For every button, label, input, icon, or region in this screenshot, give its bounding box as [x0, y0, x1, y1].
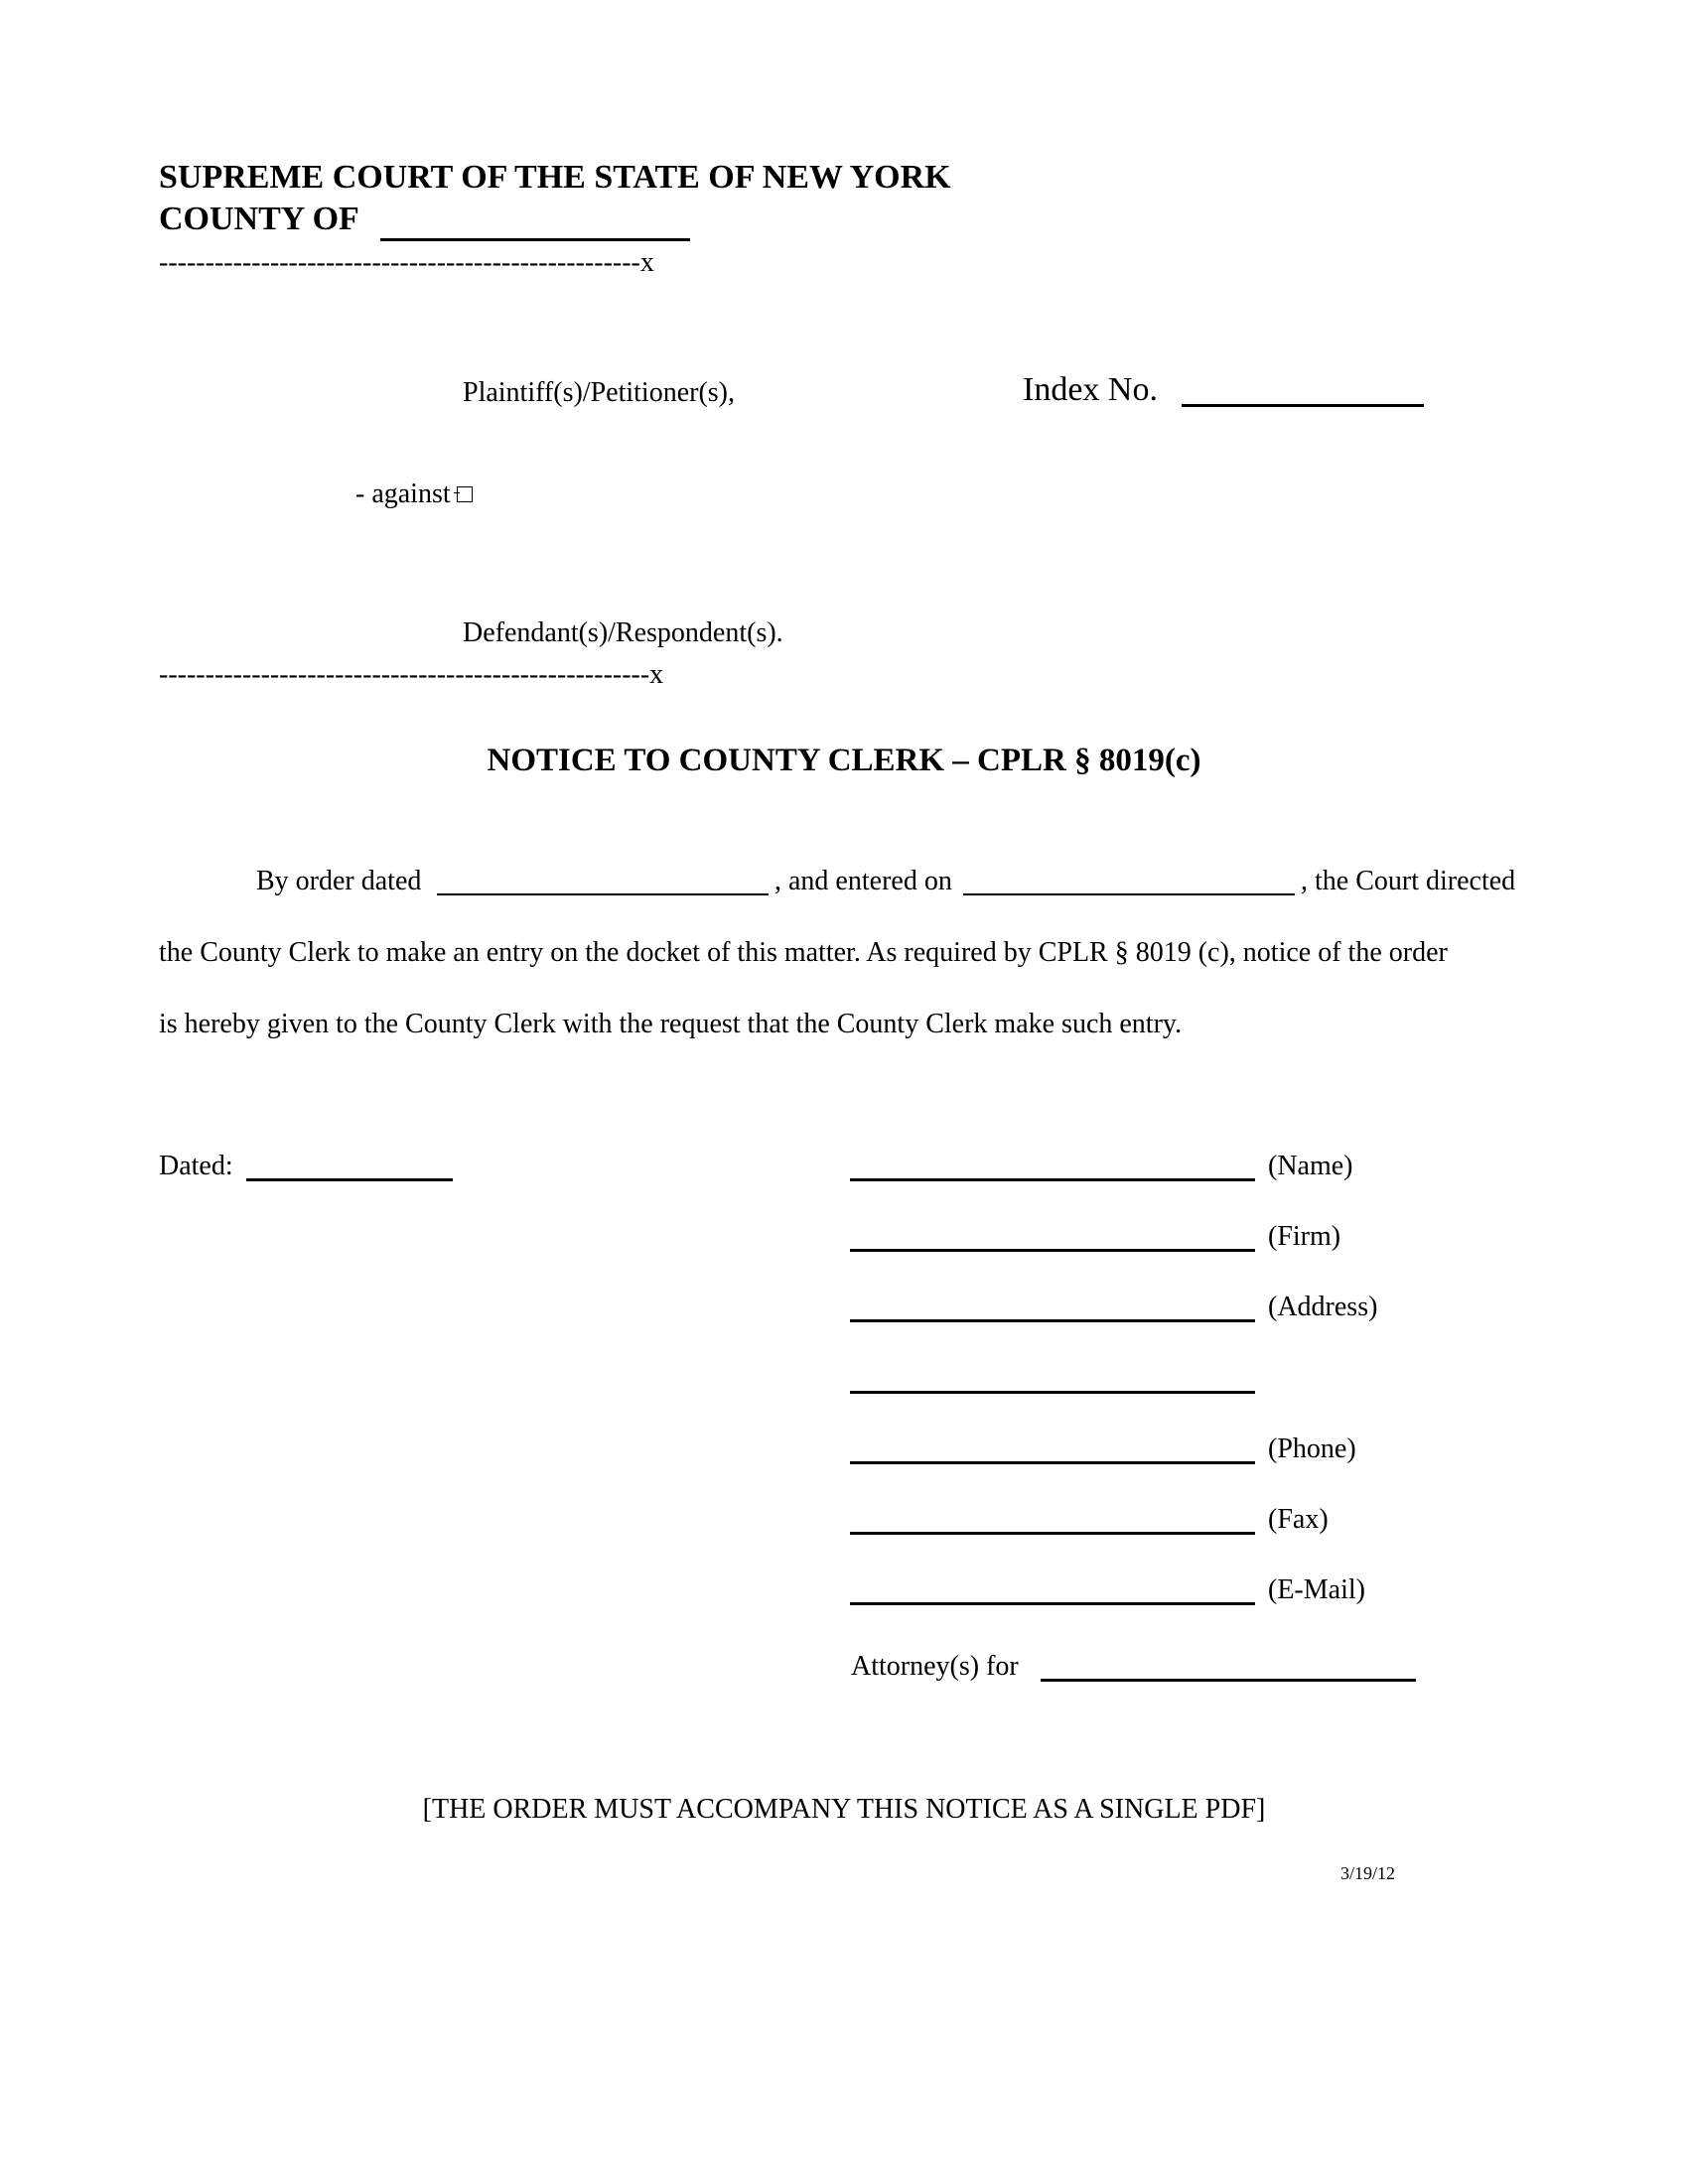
entered-date-field[interactable]: [963, 893, 1295, 895]
plaintiff-label: Plaintiff(s)/Petitioner(s),: [463, 377, 735, 408]
body-line-3: is hereby given to the County Clerk with the request that the County Clerk make such entry.: [159, 1009, 1183, 1039]
index-number-field[interactable]: [1182, 404, 1424, 407]
caption-separator-bottom: -----------------------------------------------------x: [159, 659, 664, 690]
phone-field[interactable]: [850, 1461, 1255, 1464]
fax-field[interactable]: [850, 1532, 1255, 1535]
court-directed-text: , the Court directed: [1301, 866, 1516, 896]
revision-date: 3/19/12: [1340, 1863, 1396, 1883]
firm-field[interactable]: [850, 1249, 1255, 1252]
address-line-2-field[interactable]: [850, 1391, 1255, 1394]
name-field[interactable]: [850, 1178, 1255, 1181]
notice-title: NOTICE TO COUNTY CLERK – CPLR § 8019(c): [487, 743, 1201, 778]
county-label: COUNTY OF: [159, 201, 359, 237]
email-field[interactable]: [850, 1602, 1255, 1605]
name-label: (Name): [1268, 1151, 1353, 1181]
index-number-label: Index No.: [1023, 371, 1158, 408]
caption-separator-top: ----------------------------------------------------x: [159, 247, 654, 278]
box-glyph-icon: [457, 486, 473, 502]
against-label: - against: [355, 478, 451, 509]
fax-label: (Fax): [1268, 1504, 1329, 1535]
body-line-2: the County Clerk to make an entry on the docket of this matter. As required by CPLR § 8019 (c), notice of the order: [159, 937, 1448, 968]
county-field[interactable]: [380, 238, 690, 241]
court-title: SUPREME COURT OF THE STATE OF NEW YORK: [159, 159, 951, 196]
order-date-field[interactable]: [437, 893, 769, 895]
dated-field[interactable]: [246, 1178, 453, 1181]
address-label: (Address): [1268, 1292, 1378, 1322]
phone-label: (Phone): [1268, 1433, 1356, 1464]
footer-note: [THE ORDER MUST ACCOMPANY THIS NOTICE AS A SINGLE PDF]: [422, 1794, 1266, 1825]
defendant-label: Defendant(s)/Respondent(s).: [463, 617, 783, 648]
address-field[interactable]: [850, 1319, 1255, 1322]
dated-label: Dated:: [159, 1151, 233, 1181]
order-dated-label: By order dated: [256, 866, 422, 896]
against-row: [355, 478, 473, 511]
attorney-for-label: Attorney(s) for: [851, 1651, 1019, 1682]
entered-on-label: , and entered on: [774, 866, 952, 896]
attorney-for-field[interactable]: [1041, 1679, 1416, 1682]
email-label: (E-Mail): [1268, 1574, 1365, 1605]
firm-label: (Firm): [1268, 1221, 1341, 1252]
